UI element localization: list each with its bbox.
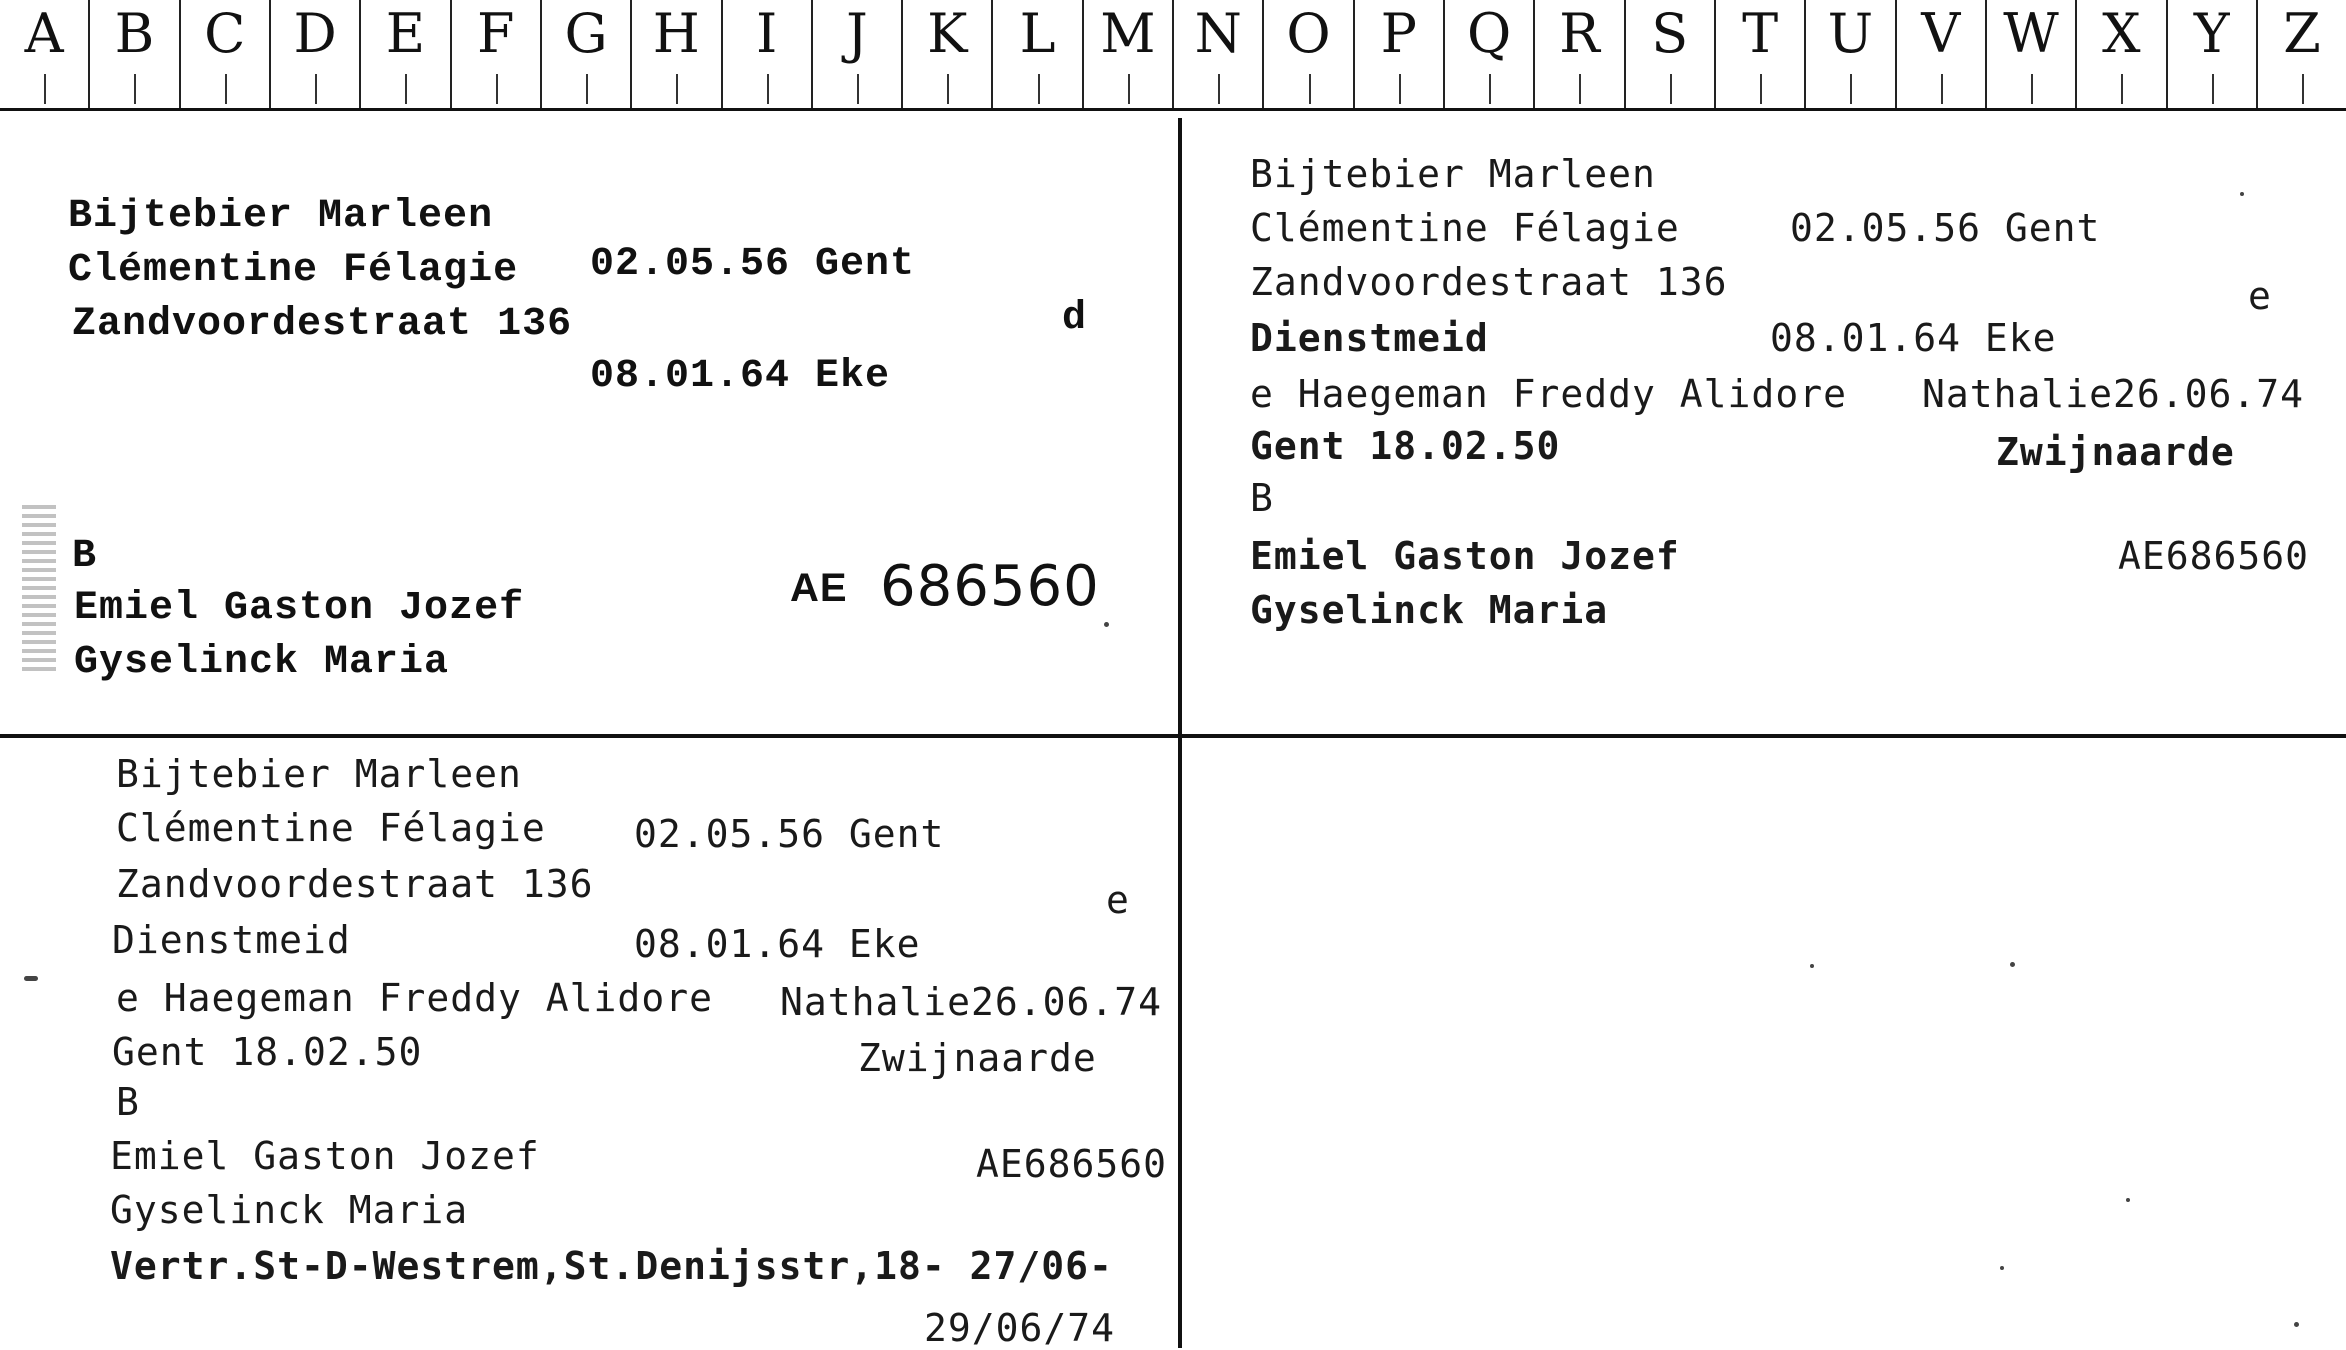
alphabet-tab-d: D	[269, 0, 359, 108]
card-1-middle-names: Clémentine Félagie	[68, 248, 519, 293]
alphabet-tab-u: U	[1804, 0, 1894, 108]
card-3-occupation: Dienstmeid	[112, 918, 351, 962]
card-3-registration-date: 08.01.64 Eke	[634, 922, 921, 966]
card-1-nationality: B	[72, 534, 98, 579]
record-card-4-blank	[1182, 738, 2346, 1348]
card-2-child: Nathalie26.06.74	[1922, 372, 2305, 416]
card-2-address: Zandvoordestraat 136	[1250, 260, 1728, 304]
card-2-birth: 02.05.56 Gent	[1790, 206, 2101, 250]
alphabet-tab-p: P	[1353, 0, 1443, 108]
card-3-father: Emiel Gaston Jozef	[110, 1134, 540, 1178]
card-2-child-place: Zwijnaarde	[1996, 430, 2235, 474]
alphabet-tab-k: K	[901, 0, 991, 108]
paper-speck	[1810, 964, 1814, 968]
card-3-letter: e	[1106, 878, 1130, 922]
record-card-2	[1182, 110, 2346, 732]
paper-speck	[2010, 962, 2015, 967]
paper-speck	[1104, 622, 1109, 627]
alphabet-tab-b: B	[88, 0, 178, 108]
alphabet-tab-z: Z	[2256, 0, 2346, 108]
alphabet-tab-g: G	[540, 0, 630, 108]
alphabet-tab-v: V	[1895, 0, 1985, 108]
card-3-nationality: B	[116, 1080, 140, 1124]
card-2-serial: AE686560	[2118, 534, 2310, 578]
record-card-3	[0, 738, 1176, 1348]
card-1-father: Emiel Gaston Jozef	[74, 586, 525, 631]
alphabet-tab-t: T	[1714, 0, 1804, 108]
card-1-address: Zandvoordestraat 136	[72, 302, 573, 347]
alphabet-tab-h: H	[630, 0, 720, 108]
record-card-1	[0, 110, 1176, 732]
paper-speck	[2000, 1266, 2004, 1270]
alphabet-tab-s: S	[1624, 0, 1714, 108]
card-1-serial-prefix: AE	[790, 566, 848, 610]
card-2-registration-date: 08.01.64 Eke	[1770, 316, 2057, 360]
card-3-spouse-birth: Gent 18.02.50	[112, 1030, 423, 1074]
alphabet-tab-o: O	[1262, 0, 1352, 108]
alphabet-index-strip	[0, 0, 2346, 111]
alphabet-tab-f: F	[450, 0, 540, 108]
paper-speck	[2240, 192, 2244, 196]
card-3-spouse: e Haegeman Freddy Alidore	[116, 976, 713, 1020]
alphabet-tab-c: C	[179, 0, 269, 108]
card-3-child-place: Zwijnaarde	[858, 1036, 1097, 1080]
alphabet-tab-j: J	[811, 0, 901, 108]
alphabet-tab-r: R	[1533, 0, 1623, 108]
alphabet-tab-a: A	[0, 0, 88, 108]
alphabet-tab-w: W	[1985, 0, 2075, 108]
alphabet-tab-n: N	[1172, 0, 1262, 108]
card-3-departure-end: 29/06/74	[924, 1306, 1116, 1350]
card-1-mother: Gyselinck Maria	[74, 640, 450, 685]
card-1-letter: d	[1062, 296, 1088, 341]
card-1-serial-number: 686560	[880, 554, 1100, 619]
card-2-mother: Gyselinck Maria	[1250, 588, 1609, 632]
card-2-middle-names: Clémentine Félagie	[1250, 206, 1680, 250]
card-3-mother: Gyselinck Maria	[110, 1188, 469, 1232]
card-3-birth: 02.05.56 Gent	[634, 812, 945, 856]
card-3-name: Bijtebier Marleen	[116, 752, 522, 796]
paper-speck	[2294, 1322, 2299, 1327]
alphabet-tab-x: X	[2075, 0, 2165, 108]
card-1-registration-date: 08.01.64 Eke	[590, 354, 891, 399]
alphabet-tab-e: E	[359, 0, 449, 108]
card-2-occupation: Dienstmeid	[1250, 316, 1489, 360]
paper-speck	[24, 976, 38, 981]
card-2-nationality: B	[1250, 476, 1274, 520]
card-2-letter: e	[2248, 274, 2272, 318]
card-2-father: Emiel Gaston Jozef	[1250, 534, 1680, 578]
alphabet-tab-i: I	[721, 0, 811, 108]
faded-stamp-mark	[22, 505, 56, 675]
card-2-name: Bijtebier Marleen	[1250, 152, 1656, 196]
alphabet-tab-m: M	[1082, 0, 1172, 108]
card-2-spouse-birth: Gent 18.02.50	[1250, 424, 1561, 468]
alphabet-tab-l: L	[991, 0, 1081, 108]
card-1-birth: 02.05.56 Gent	[590, 242, 916, 287]
card-3-child: Nathalie26.06.74	[780, 980, 1163, 1024]
card-3-middle-names: Clémentine Félagie	[116, 806, 546, 850]
alphabet-tab-q: Q	[1443, 0, 1533, 108]
paper-speck	[2126, 1198, 2130, 1202]
card-3-serial: AE686560	[976, 1142, 1168, 1186]
card-1-name: Bijtebier Marleen	[68, 194, 494, 239]
card-3-address: Zandvoordestraat 136	[116, 862, 594, 906]
card-2-spouse: e Haegeman Freddy Alidore	[1250, 372, 1847, 416]
card-3-departure: Vertr.St-D-Westrem,St.Denijsstr,18- 27/06-	[110, 1244, 1113, 1288]
alphabet-tab-y: Y	[2166, 0, 2256, 108]
